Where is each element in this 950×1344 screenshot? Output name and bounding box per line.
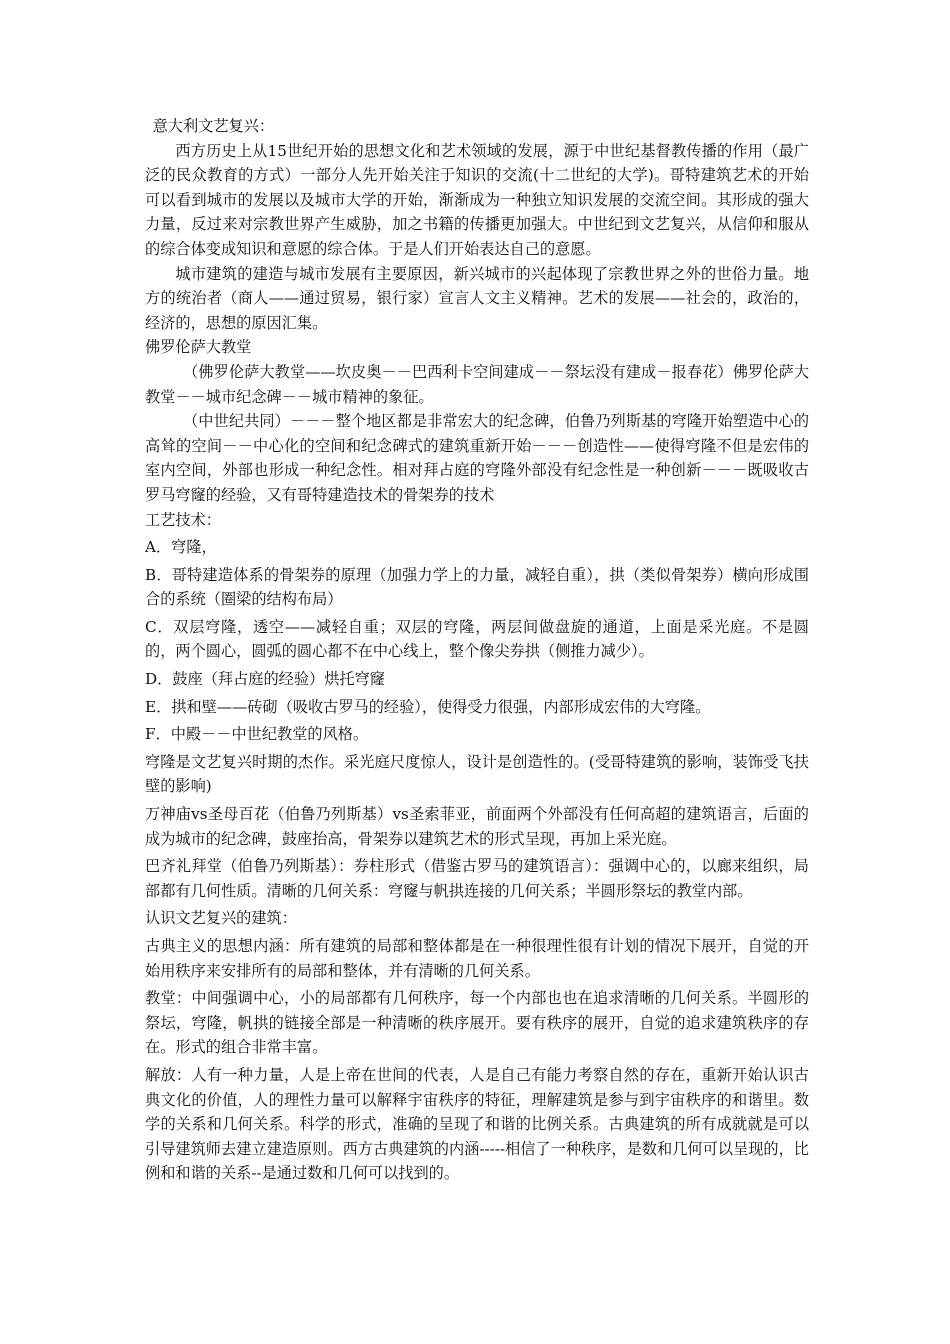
- document-page: [145, 114, 809, 1186]
- liberation-paragraph: 解放：人有一种力量，人是上帝在世间的代表，人是自己有能力考察自然的存在，重新开始认识古典文化的价值，人的理性力量可以解释宇宙秩序的特征，理解建筑是参与到宇宙秩序的和谐里。数学的关系和几何关系。科学的形式，准确的呈现了和谐的比例关系。古典建筑的所有成就就是可以引导建筑师去建立建造原则。西方古典建筑的内涵-----相信了一种秩序，是数和几何可以呈现的，比例和和谐的关系--是通过数和几何可以找到的。: [145, 1065, 809, 1183]
- paragraph-city: 城市建筑的建造与城市发展有主要原因，新兴城市的兴起体现了宗教世界之外的世俗力量。地方的统治者（商人——通过贸易，银行家）宣言人文主义精神。艺术的发展——社会的，政治的，经济的，思想的原因汇集。: [145, 264, 809, 332]
- craft-heading: 工艺技术：: [145, 510, 221, 529]
- paragraph-intro: 西方历史上从15世纪开始的思想文化和艺术领域的发展，源于中世纪基督教传播的作用（最广泛的民众教育的方式）一部分人先开始关注于知识的交流(十二世纪的大学)。哥特建筑艺术的开始可以看到城市的发展以及城市大学的开始，渐渐成为一种独立知识发展的交流空间。其形成的强大力量，反过来对宗教世界产生威胁，加之书籍的传播更加强大。中世纪到文艺复兴，从信仰和服从的综合体变成知识和意愿的综合体。于是人们开始表达自己的意愿。: [145, 141, 809, 258]
- craft-item-b: B．哥特建造体系的骨架券的原理（加强力学上的力量，减轻自重），拱（类似骨架券）横向形成围合的系统（圈梁的结构布局）: [145, 565, 809, 609]
- pazzi-chapel-paragraph: 巴齐礼拜堂（伯鲁乃列斯基）：券柱形式（借鉴古罗马的建筑语言）：强调中心的，以廊来组织，局部都有几何性质。清晰的几何关系：穹窿与帆拱连接的几何关系；半圆形祭坛的教堂内部。: [145, 857, 809, 900]
- document-title: 意大利文艺复兴：: [152, 117, 275, 135]
- craft-item-f: F．中殿－－中世纪教堂的风格。: [145, 725, 369, 744]
- pantheon-comparison-paragraph: 万神庙vs圣母百花（伯鲁乃列斯基）vs圣索菲亚，前面两个外部没有任何高超的建筑语言，后面的成为城市的纪念碑，鼓座抬高，骨架券以建筑艺术的形式呈现，再加上采光庭。: [145, 805, 809, 848]
- dome-masterpiece-paragraph: 穹隆是文艺复兴时期的杰作。采光庭尺度惊人，设计是创造性的。(受哥特建筑的影响，装饰受飞扶壁的影响): [145, 752, 809, 796]
- florence-paragraph-1: （佛罗伦萨大教堂——坎皮奥－－巴西利卡空间建成－－祭坛没有建成－报春花）佛罗伦萨大教堂－－城市纪念碑－－城市精神的象征。: [145, 362, 809, 406]
- craft-item-a: A．穹隆，: [145, 538, 217, 557]
- florence-heading: 佛罗伦萨大教堂: [145, 338, 252, 357]
- florence-paragraph-2: （中世纪共同）－－－整个地区都是非常宏大的纪念碑，伯鲁乃列斯基的穹隆开始塑造中心的高耸的空间－－中心化的空间和纪念碑式的建筑重新开始－－－创造性——使得穹隆不但是宏伟的室内空间，外部也形成一种纪念性。相对拜占庭的穹隆外部没有纪念性是一种创新－－－既吸收古罗马穹窿的经验，又有哥特建造技术的骨架券的技术: [145, 412, 809, 504]
- craft-item-c: C．双层穹隆，透空——减轻自重；双层的穹隆，两层间做盘旋的通道，上面是采光庭。不是圆的，两个圆心，圆弧的圆心都不在中心线上，整个像尖券拱（侧推力减少）。: [145, 617, 809, 661]
- church-paragraph: 教堂：中间强调中心，小的局部都有几何秩序，每一个内部也也在追求清晰的几何关系。半圆形的祭坛，穹隆，帆拱的链接全部是一种清晰的秩序展开。要有秩序的展开，自觉的追求建筑秩序的存在。形式的组合非常丰富。: [145, 989, 809, 1057]
- classicism-paragraph: 古典主义的思想内涵：所有建筑的局部和整体都是在一种很理性很有计划的情况下展开，自觉的开始用秩序来安排所有的局部和整体，并有清晰的几何关系。: [145, 937, 809, 980]
- renaissance-heading: 认识文艺复兴的建筑：: [145, 909, 297, 928]
- craft-item-e: E．拱和壁——砖砌（吸收古罗马的经验），使得受力很强，内部形成宏伟的大穹隆。: [145, 697, 711, 716]
- craft-item-d: D．鼓座（拜占庭的经验）烘托穹窿: [145, 670, 385, 689]
